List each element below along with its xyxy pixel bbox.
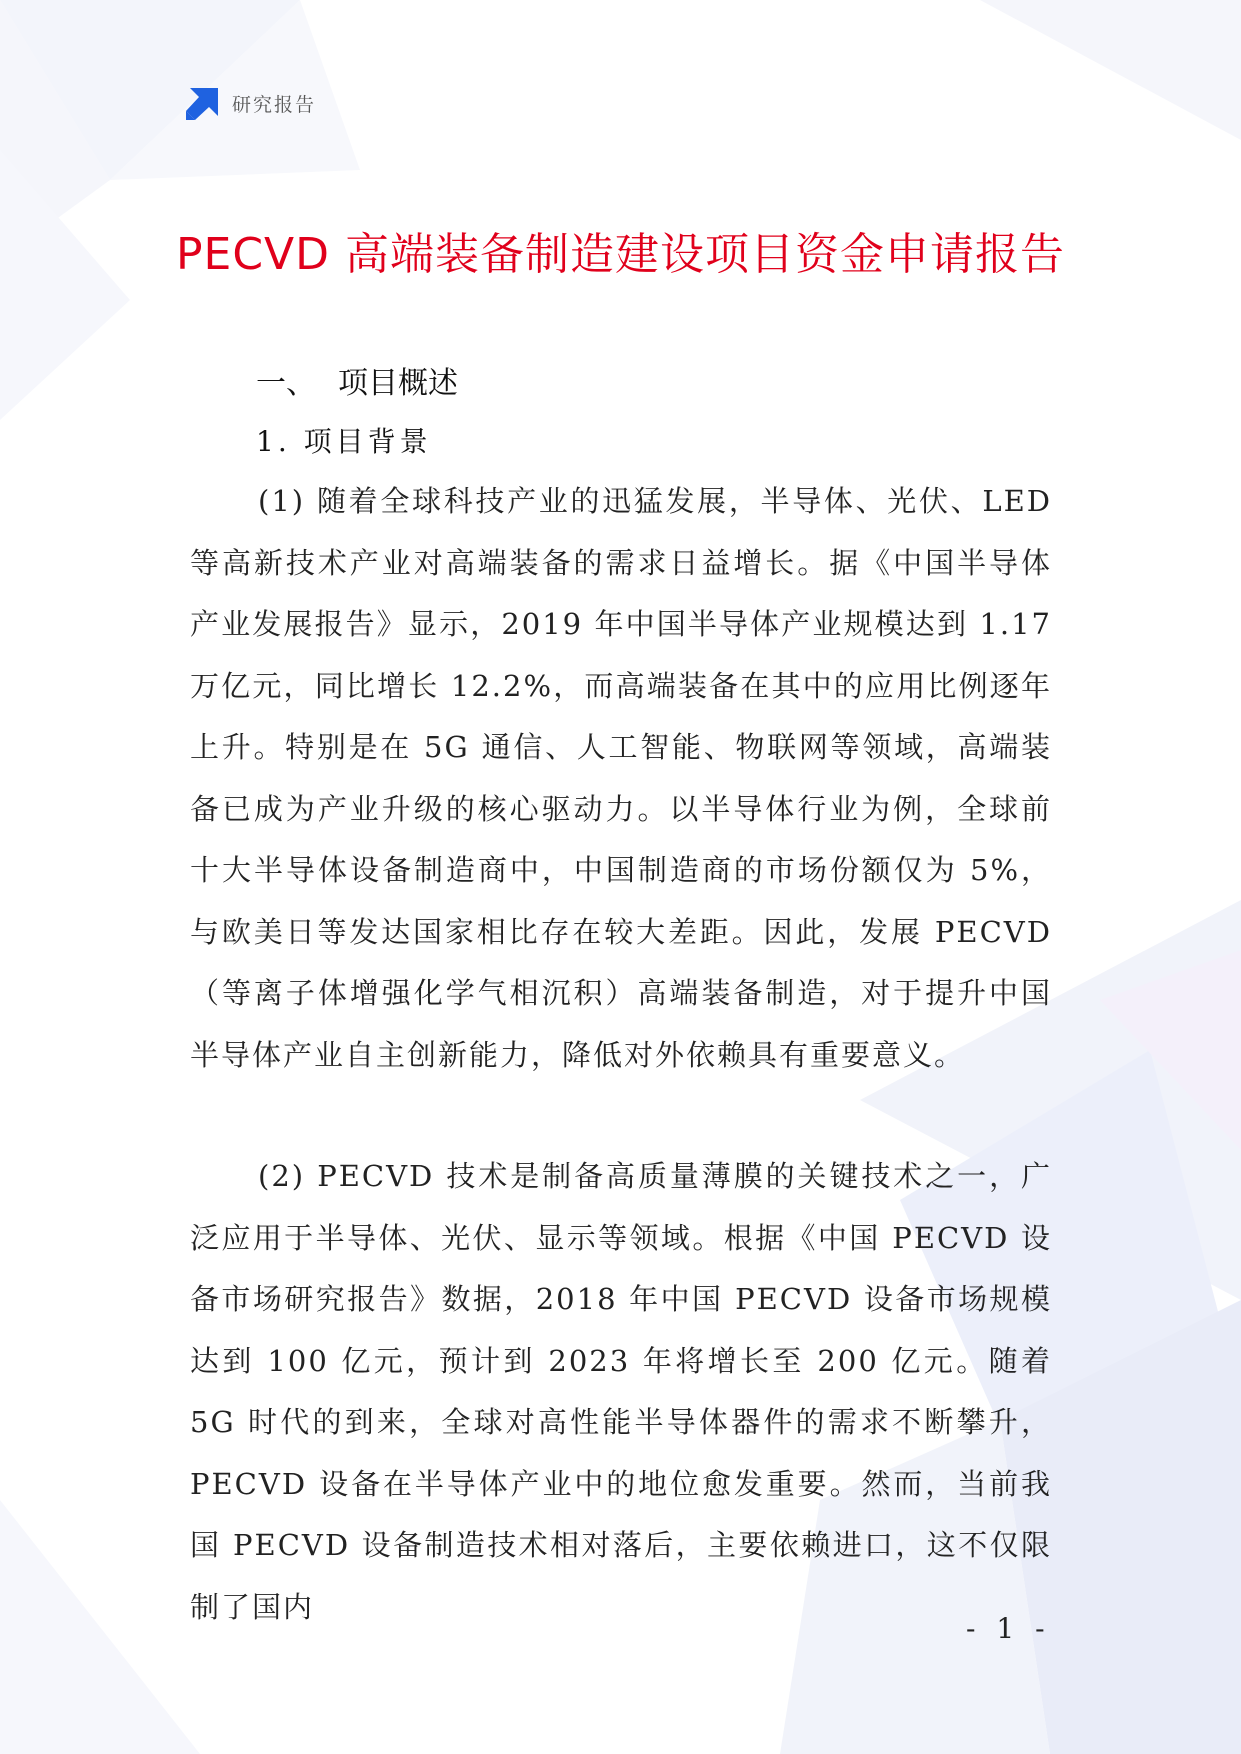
page-number: - 1 - (966, 1612, 1051, 1645)
section-heading (256, 358, 458, 402)
paragraph-1: (1) 随着全球科技产业的迅猛发展，半导体、光伏、LED 等高新技术产业对高端装备的需求日益增长。据《中国半导体产业发展报告》显示，2019 年中国半导体产业规模达到 1.17 万亿元，同比增长 12.2%，而高端装备在其中的应用比例逐年上升。特别是在 5G 通信、人工智能、物联网等领域，高端装备已成为产业升级的核心驱动力。以半导体行业为例，全球前十大半导体设备制造商中，中国制造商的市场份额仅为 5%，与欧美日等发达国家相比存在较大差距。因此，发展 PECVD（等离子体增强化学气相沉积）高端装备制造，对于提升中国半导体产业自主创新能力，降低对外依赖具有重要意义。 (190, 484, 1052, 1072)
arrow-up-right-logo-icon (186, 86, 220, 120)
section-number: 一、 (256, 366, 316, 401)
paragraph-2: (2) PECVD 技术是制备高质量薄膜的关键技术之一，广泛应用于半导体、光伏、显示等领域。根据《中国 PECVD 设备市场研究报告》数据，2018 年中国 PECVD 设备市场规模达到 100 亿元，预计到 2023 年将增长至 200 亿元。随着 5G 时代的到来，全球对高性能半导体器件的需求不断攀升，PECVD 设备在半导体产业中的地位愈发重要。然而，当前我国 PECVD 设备制造技术相对落后，主要依赖进口，这不仅限制了国内 (190, 1159, 1052, 1624)
page-header (186, 86, 316, 120)
section-title: 项目概述 (338, 366, 458, 401)
document-title: PECVD 高端装备制造建设项目资金申请报告 (175, 229, 1066, 280)
subsection-heading: 1. 项目背景 (256, 425, 432, 458)
header-label: 研究报告 (232, 93, 317, 116)
